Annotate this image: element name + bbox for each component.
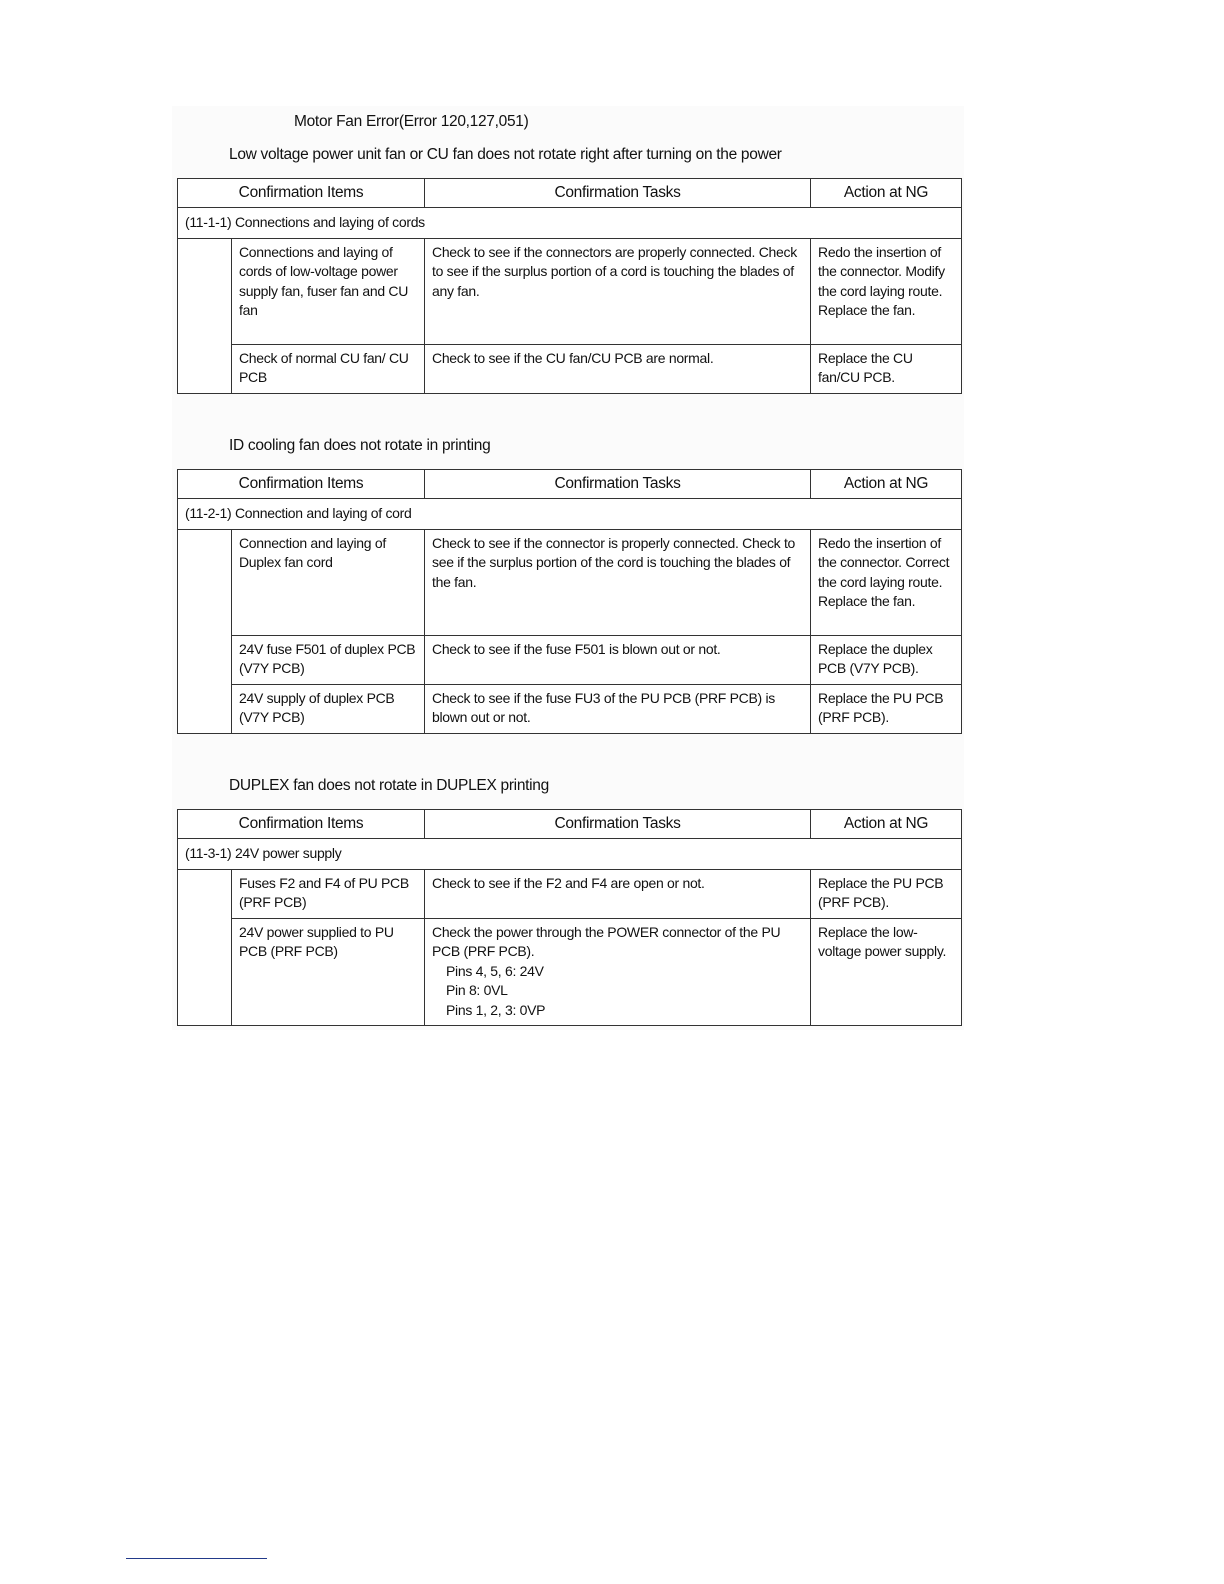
confirmation-item: 24V power supplied to PU PCB (PRF PCB) [232,918,425,1026]
table-row [178,869,962,918]
header-confirmation-items: Confirmation Items [178,179,425,208]
header-confirmation-tasks: Confirmation Tasks [425,810,811,839]
action-at-ng: Replace the PU PCB (PRF PCB). [811,684,962,733]
indent-cell [178,238,232,393]
group-label: (11-2-1) Connection and laying of cord [178,499,962,530]
group-row [178,839,962,870]
action-at-ng: Replace the duplex PCB (V7Y PCB). [811,635,962,684]
pin-spec: Pins 4, 5, 6: 24V [446,962,544,979]
section-title-2: ID cooling fan does not rotate in printing [229,437,491,454]
confirmation-table-2 [177,469,962,734]
confirmation-task: Check to see if the fuse FU3 of the PU PCB (PRF PCB) is blown out or not. [425,684,811,733]
confirmation-task: Check to see if the connectors are properly connected. Check to see if the surplus portion of a cord is touching the blades of any fan. [425,238,811,344]
header-action-at-ng: Action at NG [811,470,962,499]
group-label: (11-1-1) Connections and laying of cords [178,208,962,239]
confirmation-item: Connections and laying of cords of low-voltage power supply fan, fuser fan and CU fan [232,238,425,344]
table-row [178,918,962,1026]
indent-cell [178,869,232,1026]
table-row [178,344,962,393]
table-header-row [178,470,962,499]
action-at-ng: Replace the low-voltage power supply. [811,918,962,1026]
confirmation-item: Fuses F2 and F4 of PU PCB (PRF PCB) [232,869,425,918]
action-at-ng: Redo the insertion of the connector. Modify the cord laying route. Replace the fan. [811,238,962,344]
table-header-row [178,179,962,208]
confirmation-item: 24V supply of duplex PCB (V7Y PCB) [232,684,425,733]
table-row [178,684,962,733]
confirmation-item: Connection and laying of Duplex fan cord [232,529,425,635]
header-confirmation-tasks: Confirmation Tasks [425,179,811,208]
table-row [178,635,962,684]
task-text: Check the power through the POWER connector of the PU PCB (PRF PCB). [432,923,781,959]
confirmation-task [425,918,811,1026]
action-at-ng: Redo the insertion of the connector. Correct the cord laying route. Replace the fan. [811,529,962,635]
section-title-3: DUPLEX fan does not rotate in DUPLEX printing [229,777,549,794]
table-header-row [178,810,962,839]
confirmation-task: Check to see if the connector is properly connected. Check to see if the surplus portion of the cord is touching the blades of the fan. [425,529,811,635]
confirmation-task: Check to see if the CU fan/CU PCB are normal. [425,344,811,393]
header-confirmation-tasks: Confirmation Tasks [425,470,811,499]
header-confirmation-items: Confirmation Items [178,810,425,839]
group-row [178,208,962,239]
table-row [178,238,962,344]
header-action-at-ng: Action at NG [811,810,962,839]
footer-rule [126,1558,267,1559]
action-at-ng: Replace the CU fan/CU PCB. [811,344,962,393]
confirmation-task: Check to see if the fuse F501 is blown out or not. [425,635,811,684]
section-title-1: Low voltage power unit fan or CU fan does not rotate right after turning on the power [229,146,782,163]
pin-spec: Pin 8: 0VL [446,982,508,998]
header-confirmation-items: Confirmation Items [178,470,425,499]
indent-cell [178,529,232,733]
confirmation-table-1 [177,178,962,394]
action-at-ng: Replace the PU PCB (PRF PCB). [811,869,962,918]
pin-spec: Pins 1, 2, 3: 0VP [446,1001,546,1018]
confirmation-item: 24V fuse F501 of duplex PCB (V7Y PCB) [232,635,425,684]
page-heading: Motor Fan Error(Error 120,127,051) [294,113,529,130]
confirmation-table-3 [177,809,962,1026]
confirmation-item: Check of normal CU fan/ CU PCB [232,344,425,393]
confirmation-task: Check to see if the F2 and F4 are open or not. [425,869,811,918]
header-action-at-ng: Action at NG [811,179,962,208]
group-row [178,499,962,530]
group-label: (11-3-1) 24V power supply [178,839,962,870]
table-row [178,529,962,635]
